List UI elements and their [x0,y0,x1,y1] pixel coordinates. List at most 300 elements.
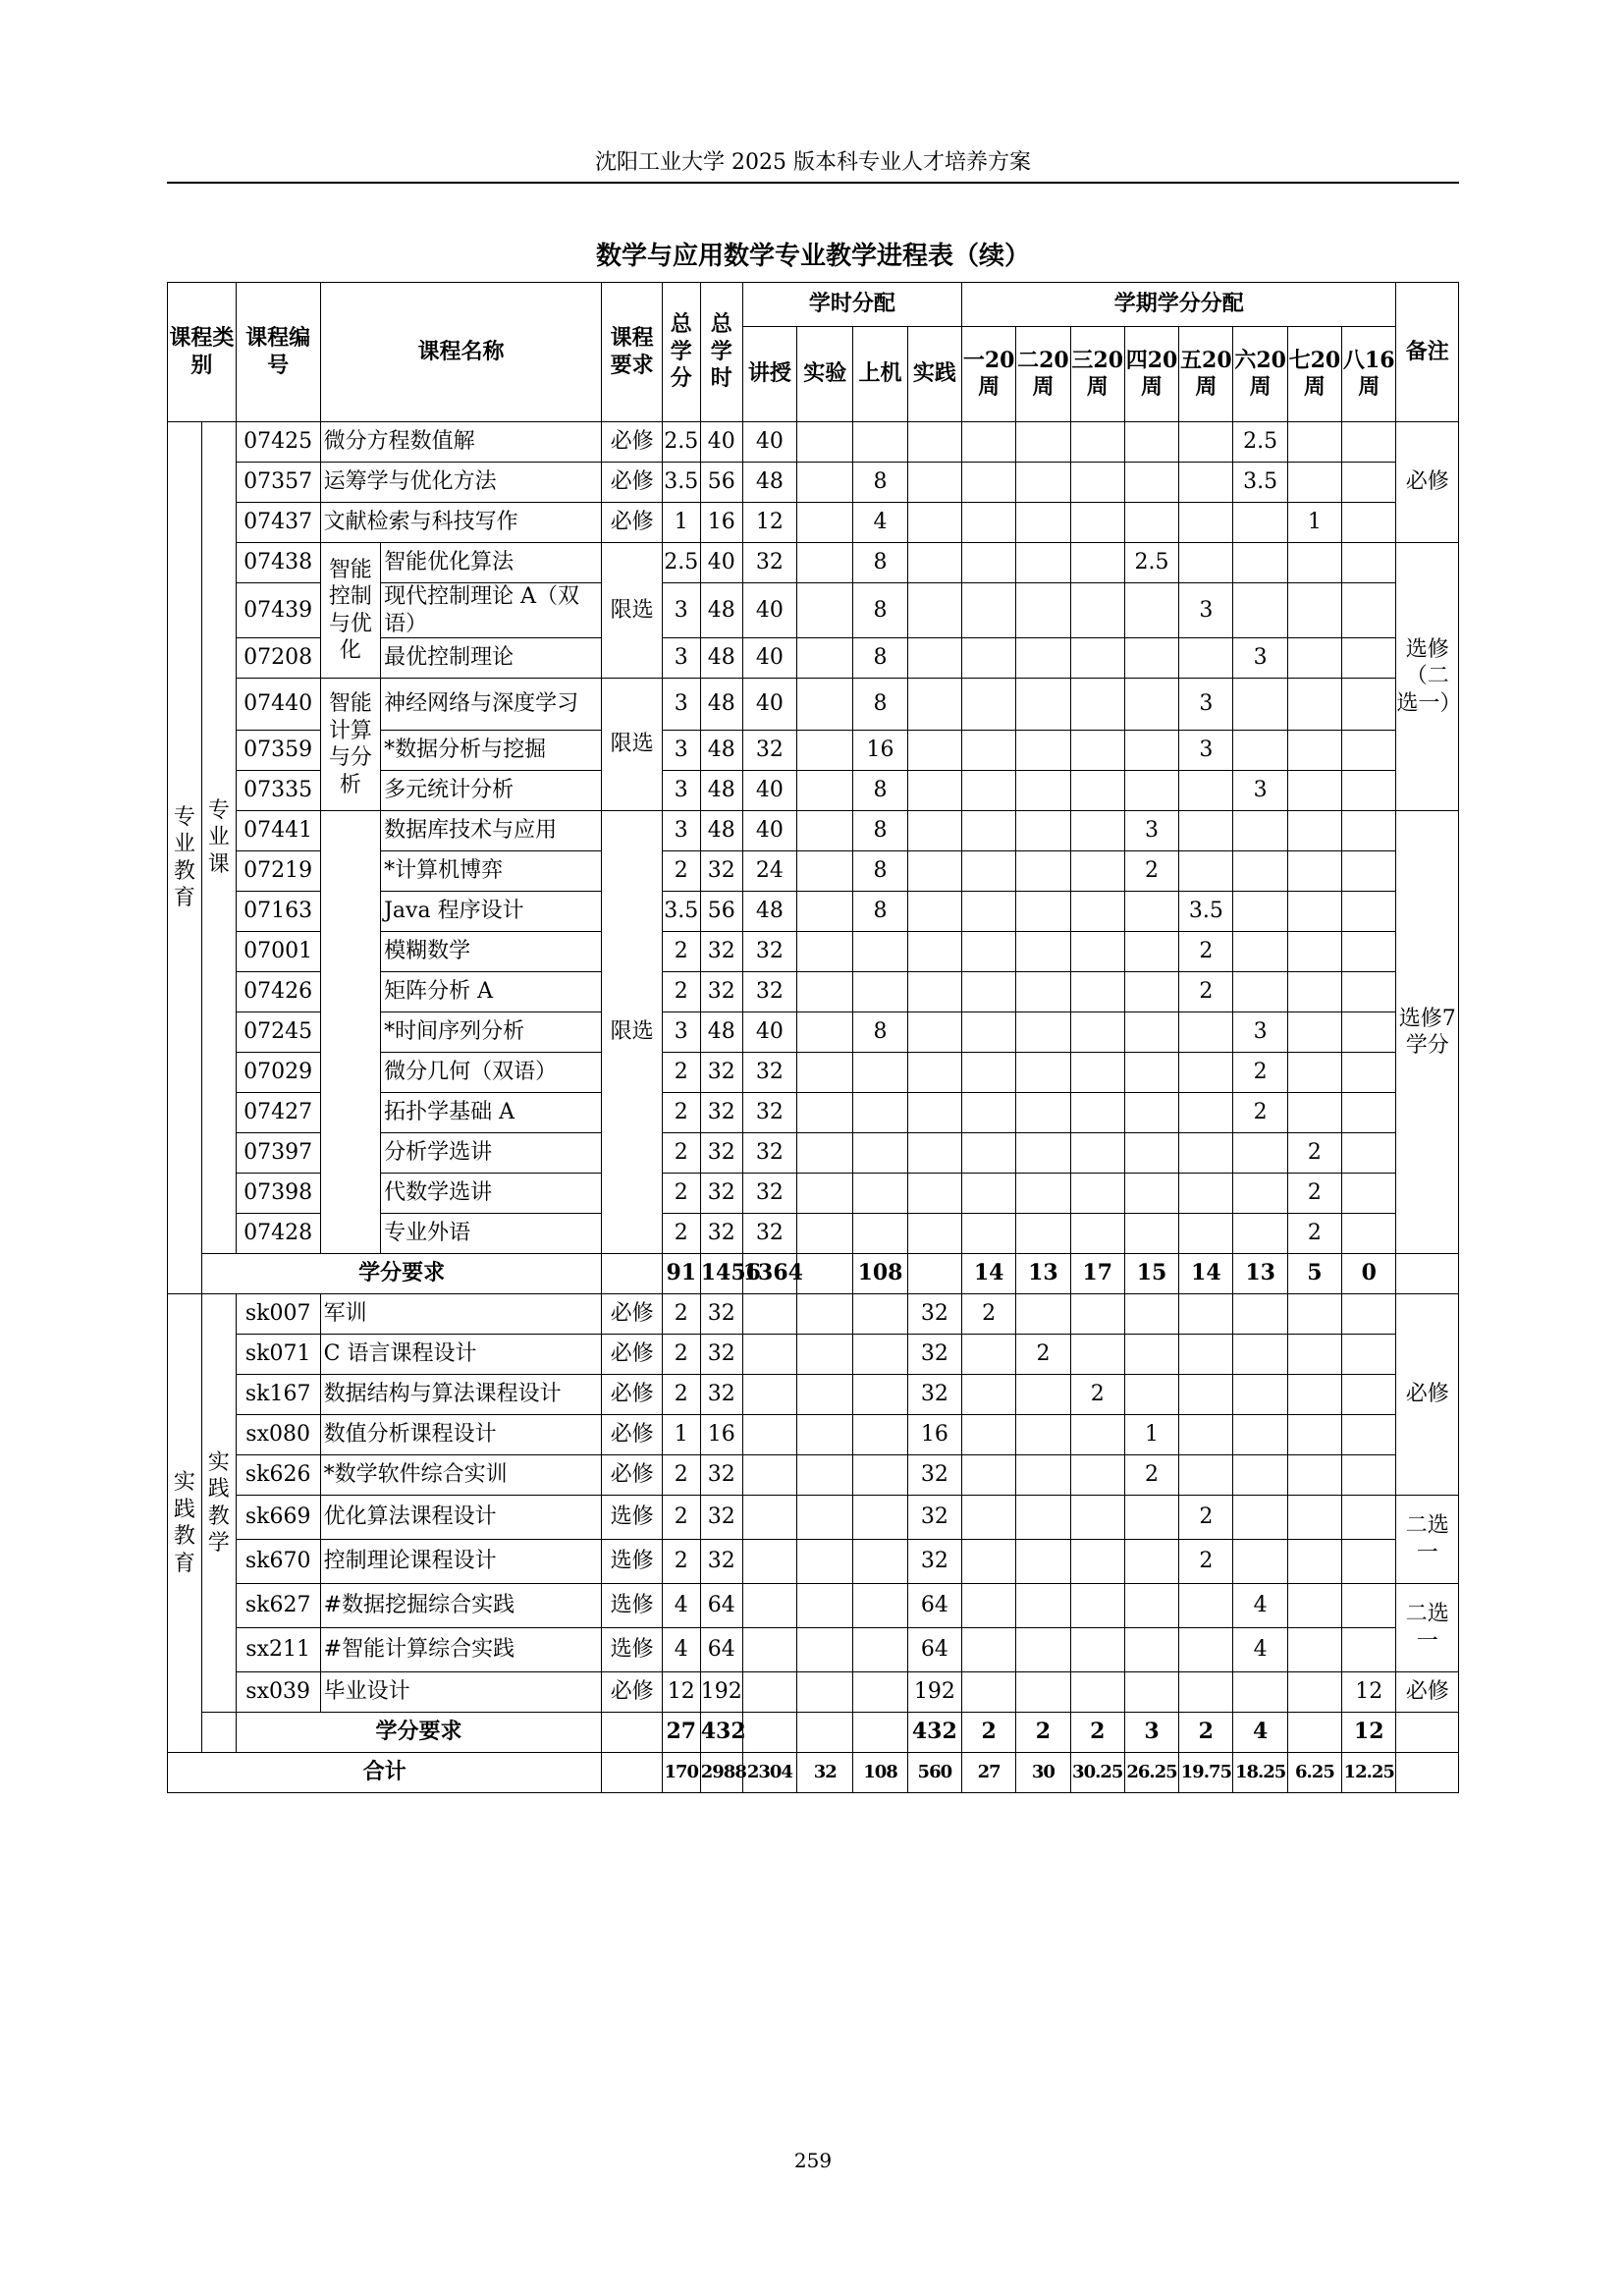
cell-sem-7 [1287,892,1341,932]
table-row [168,1584,1459,1628]
cell-sem-4 [1124,1540,1178,1584]
cell-comp: 8 [853,892,907,932]
cell-prac [907,463,961,503]
cell-sem-5 [1179,1133,1233,1174]
cell-comp [853,932,907,972]
col-code: 课程编号 [236,283,320,422]
cell-lab [797,583,853,638]
cell-hours: 40 [700,543,742,583]
cell-prac [907,679,961,731]
cell-hours: 48 [700,731,742,771]
col-sem-2: 二20周 [1016,327,1070,422]
cell-sem-1 [962,543,1016,583]
cell-sem-4: 2 [1124,1455,1178,1496]
cell-hours: 32 [700,1496,742,1540]
total-row [168,1753,1459,1793]
cell-sem-1 [962,583,1016,638]
course-code: 07029 [236,1053,320,1093]
cell-credit: 3 [662,811,700,851]
cell-sem-1: 27 [962,1753,1016,1793]
course-name: 模糊数学 [381,932,602,972]
course-req: 选修 [602,1540,662,1584]
table-row [168,811,1459,851]
cell-sem-6 [1233,543,1287,583]
course-name: 智能优化算法 [381,543,602,583]
cell-sem-8: 0 [1342,1254,1396,1294]
table-title: 数学与应用数学专业教学进程表（续） [595,242,1030,271]
subtotal-label: 学分要求 [201,1254,602,1294]
cell-lec: 32 [742,972,796,1012]
cell-lec [742,1584,796,1628]
cell-lab [797,422,853,463]
cell-sem-2 [1016,892,1070,932]
cell-prac [907,1053,961,1093]
cell-prac: 432 [907,1713,961,1753]
cell-lec: 40 [742,771,796,811]
cell-sem-8 [1342,543,1396,583]
course-req: 必修 [602,1455,662,1496]
cell-sem-1: 2 [962,1713,1016,1753]
cell-sem-5 [1179,1012,1233,1053]
note-cell: 必修 [1396,1672,1459,1713]
cell-prac: 560 [907,1753,961,1793]
cell-sem-2 [1016,1455,1070,1496]
cell-prac [907,972,961,1012]
cell-prac [907,583,961,638]
cell-hours: 56 [700,892,742,932]
course-name: 拓扑学基础 A [381,1093,602,1133]
cell-sem-5: 3 [1179,731,1233,771]
cell-sem-5 [1179,1672,1233,1713]
cell-hours: 48 [700,811,742,851]
cell-hours: 32 [700,1174,742,1214]
col-sem-1: 一20周 [962,327,1016,422]
cell-comp: 16 [853,731,907,771]
cell-comp [853,1628,907,1672]
course-name: 微分几何（双语） [381,1053,602,1093]
cell-sem-5 [1179,1053,1233,1093]
course-req: 限选 [602,811,662,1254]
course-name: 现代控制理论 A（双语） [381,583,602,638]
cell-sem-7: 2 [1287,1133,1341,1174]
cell-hours: 32 [700,1053,742,1093]
cell-sem-2 [1016,1214,1070,1254]
cell-lec: 2304 [742,1753,796,1793]
course-name: 矩阵分析 A [381,972,602,1012]
cell-sem-3 [1070,679,1124,731]
cell-sem-1 [962,1093,1016,1133]
cell-sem-6: 13 [1233,1254,1287,1294]
cell-sem-1 [962,1455,1016,1496]
cell-sem-4 [1124,932,1178,972]
cell-sem-7 [1287,1496,1341,1540]
cell-comp [853,1672,907,1713]
cell-sem-7 [1287,1713,1341,1753]
subcategory-label: 实践教学 [201,1294,236,1713]
cell-comp [853,1496,907,1540]
cell-lab [797,1093,853,1133]
course-code: 07398 [236,1174,320,1214]
col-sem-5: 五20周 [1179,327,1233,422]
table-row [168,1455,1459,1496]
course-name: 多元统计分析 [381,771,602,811]
course-code: 07425 [236,422,320,463]
cell-sem-2: 2 [1016,1335,1070,1375]
cell-prac [907,543,961,583]
cell-hours: 16 [700,1415,742,1455]
cell-sem-6 [1233,811,1287,851]
col-category: 课程类别 [168,283,237,422]
course-code: sk627 [236,1584,320,1628]
cell-sem-2 [1016,1584,1070,1628]
cell-sem-5: 3.5 [1179,892,1233,932]
subtotal-row [168,1254,1459,1294]
cell-sem-6 [1233,1415,1287,1455]
cell-sem-3 [1070,1294,1124,1335]
course-name: #智能计算综合实践 [320,1628,602,1672]
cell-sem-2 [1016,972,1070,1012]
cell-comp [853,1455,907,1496]
cell-hours: 48 [700,638,742,679]
cell-sem-1 [962,463,1016,503]
cell-sem-3 [1070,463,1124,503]
cell-sem-8 [1342,679,1396,731]
cell-lab [797,851,853,892]
course-code: sx080 [236,1415,320,1455]
cell-sem-3 [1070,972,1124,1012]
cell-lab [797,1672,853,1713]
cell-sem-3 [1070,851,1124,892]
course-code: sk669 [236,1496,320,1540]
cell-sem-1 [962,1053,1016,1093]
course-req: 选修 [602,1584,662,1628]
cell-lec [742,1540,796,1584]
cell-hours: 432 [700,1713,742,1753]
cell-prac [907,1093,961,1133]
cell-sem-5 [1179,1375,1233,1415]
course-name: 微分方程数值解 [320,422,602,463]
cell-sem-1 [962,932,1016,972]
cell-comp: 8 [853,1012,907,1053]
cell-sem-8 [1342,1375,1396,1415]
cell-req [602,1713,662,1753]
cell-sem-3 [1070,1174,1124,1214]
course-name: #数据挖掘综合实践 [320,1584,602,1628]
cell-lec: 40 [742,1012,796,1053]
cell-sem-3 [1070,771,1124,811]
col-sem-4: 四20周 [1124,327,1178,422]
cell-prac: 32 [907,1496,961,1540]
cell-hours: 1456 [700,1254,742,1294]
cell-sem-4 [1124,1174,1178,1214]
cell-sem-6 [1233,892,1287,932]
cell-lab [797,1713,853,1753]
cell-comp: 8 [853,811,907,851]
cell-comp: 108 [853,1753,907,1793]
note-cell: 二选一 [1396,1584,1459,1672]
cell-hours: 48 [700,679,742,731]
cell-lab [797,1628,853,1672]
cell-comp [853,1540,907,1584]
course-name: 神经网络与深度学习 [381,679,602,731]
cell-sem-3 [1070,1415,1124,1455]
cell-sem-5: 2 [1179,932,1233,972]
cell-sem-3 [1070,1496,1124,1540]
course-code: 07428 [236,1214,320,1254]
cell-lec [742,1672,796,1713]
cell-hours: 32 [700,1133,742,1174]
cell-sem-5: 2 [1179,1496,1233,1540]
cell-prac [907,503,961,543]
course-name: 控制理论课程设计 [320,1540,602,1584]
cell-sem-1 [962,503,1016,543]
subtotal-row [168,1713,1459,1753]
cell-lab [797,638,853,679]
cell-prac: 192 [907,1672,961,1713]
cell-sem-5 [1179,422,1233,463]
cell-prac: 16 [907,1415,961,1455]
cell-comp: 8 [853,851,907,892]
table-row [168,1540,1459,1584]
cell-sem-3 [1070,1335,1124,1375]
table-row [168,1294,1459,1335]
cell-prac: 32 [907,1375,961,1415]
cell-lec: 40 [742,811,796,851]
course-name: *数学软件综合实训 [320,1455,602,1496]
course-req: 限选 [602,543,662,679]
cell-hours: 32 [700,1294,742,1335]
cell-sem-8 [1342,1540,1396,1584]
cell-sem-1 [962,638,1016,679]
cell-lec: 1364 [742,1254,796,1294]
cell-sem-1 [962,1335,1016,1375]
cell-comp [853,1133,907,1174]
cell-sem-5 [1179,1294,1233,1335]
cell-sem-1 [962,851,1016,892]
course-req: 必修 [602,1335,662,1375]
course-code: 07219 [236,851,320,892]
cell-sem-8 [1342,892,1396,932]
cell-sem-5 [1179,1455,1233,1496]
cell-hours: 32 [700,972,742,1012]
cell-credit: 2.5 [662,543,700,583]
total-label: 合计 [168,1753,602,1793]
cell-sem-1: 2 [962,1294,1016,1335]
cell-sem-8 [1342,1335,1396,1375]
cell-sem-8 [1342,932,1396,972]
course-name: 数值分析课程设计 [320,1415,602,1455]
cell-lab [797,1012,853,1053]
course-name: 运筹学与优化方法 [320,463,602,503]
cell-sem-1 [962,1496,1016,1540]
table-row [168,1375,1459,1415]
table-row [168,1335,1459,1375]
cell-sem-5 [1179,1628,1233,1672]
table-row [168,503,1459,543]
cell-sem-2 [1016,422,1070,463]
cell-credit: 2 [662,1294,700,1335]
cell-lec [742,1375,796,1415]
cell-credit: 3 [662,731,700,771]
cell-sem-7: 1 [1287,503,1341,543]
cell-sem-6 [1233,1540,1287,1584]
cell-prac: 32 [907,1540,961,1584]
cell-prac: 32 [907,1455,961,1496]
cell-comp: 8 [853,543,907,583]
cell-credit: 2 [662,1335,700,1375]
cell-sem-7 [1287,1335,1341,1375]
cell-sem-6 [1233,972,1287,1012]
cell-sem-6: 2 [1233,1093,1287,1133]
cell-lab [797,1415,853,1455]
cell-prac [907,1174,961,1214]
cell-sem-4 [1124,1133,1178,1174]
cell-sem-4: 1 [1124,1415,1178,1455]
course-name: *计算机博弈 [381,851,602,892]
cell-sem-8 [1342,1174,1396,1214]
col-sem-8: 八16周 [1342,327,1396,422]
cell-sem-7: 2 [1287,1214,1341,1254]
cell-sem-3 [1070,1455,1124,1496]
cell-sem-4: 15 [1124,1254,1178,1294]
cell-lab: 32 [797,1753,853,1793]
cell-comp: 8 [853,463,907,503]
cell-sem-1 [962,1375,1016,1415]
cell-credit: 3.5 [662,892,700,932]
cell-sem-7 [1287,583,1341,638]
cell-sem-4 [1124,679,1178,731]
cell-comp [853,1093,907,1133]
page-number: 259 [793,2149,833,2172]
cell-sem-8 [1342,1012,1396,1053]
cell-sem-4 [1124,422,1178,463]
cell-hours: 32 [700,851,742,892]
cell-lab [797,932,853,972]
cell-sem-7: 2 [1287,1174,1341,1214]
cell-lab [797,1584,853,1628]
cell-comp [853,972,907,1012]
cell-lab [797,1254,853,1294]
cell-sem-2 [1016,1540,1070,1584]
cell-hours: 32 [700,1093,742,1133]
cell-hours: 64 [700,1584,742,1628]
cell-lab [797,1335,853,1375]
cell-sem-6 [1233,1496,1287,1540]
cell-sem-7 [1287,851,1341,892]
course-code: sx039 [236,1672,320,1713]
cell-sem-7 [1287,463,1341,503]
cell-sem-2 [1016,463,1070,503]
cell-sem-8 [1342,731,1396,771]
cell-lec: 40 [742,422,796,463]
running-header: 沈阳工业大学 2025 版本科专业人才培养方案 [595,150,1031,175]
cell-sem-3 [1070,583,1124,638]
col-hours: 总学时 [700,283,742,422]
cell-sem-8 [1342,851,1396,892]
cell-sem-3 [1070,1093,1124,1133]
cell-sem-5 [1179,851,1233,892]
cell-credit: 2 [662,1455,700,1496]
cell-lec [742,1294,796,1335]
cell-lec [742,1496,796,1540]
cell-hours: 32 [700,1335,742,1375]
cell-sem-8 [1342,422,1396,463]
cell-credit: 27 [662,1713,700,1753]
cell-hours: 64 [700,1628,742,1672]
cell-hours: 2988 [700,1753,742,1793]
cell-sem-7 [1287,1584,1341,1628]
cell-comp: 8 [853,679,907,731]
cell-credit: 4 [662,1584,700,1628]
cell-sem-3 [1070,1540,1124,1584]
course-name: 文献检索与科技写作 [320,503,602,543]
table-row [168,422,1459,463]
cell-sem-1 [962,1584,1016,1628]
cell-sem-2 [1016,638,1070,679]
cell-sem-3: 2 [1070,1375,1124,1415]
cell-comp: 8 [853,583,907,638]
cell-sem-5 [1179,771,1233,811]
note-cell [1396,1753,1459,1793]
cell-sem-7 [1287,422,1341,463]
cell-sem-6 [1233,1214,1287,1254]
cell-sem-7 [1287,932,1341,972]
cell-sem-3 [1070,1133,1124,1174]
cell-sem-6 [1233,1174,1287,1214]
cell-lab [797,1455,853,1496]
cell-sem-8 [1342,771,1396,811]
cell-credit: 2.5 [662,422,700,463]
cell-sem-7 [1287,1672,1341,1713]
cell-sem-4 [1124,1628,1178,1672]
cell-lec [742,1628,796,1672]
course-name: *数据分析与挖掘 [381,731,602,771]
cell-prac [907,811,961,851]
cell-credit: 3 [662,638,700,679]
cell-sem-4 [1124,503,1178,543]
cell-lec [742,1713,796,1753]
cell-lab [797,972,853,1012]
cell-sem-1 [962,731,1016,771]
cell-sem-5 [1179,543,1233,583]
cell-sem-8 [1342,811,1396,851]
cell-sem-7: 6.25 [1287,1753,1341,1793]
cell-credit: 2 [662,1174,700,1214]
note-cell: 选修（二选一） [1396,543,1459,811]
cell-sem-8 [1342,463,1396,503]
cell-sem-5: 14 [1179,1254,1233,1294]
cell-sem-3 [1070,503,1124,543]
cell-sem-5: 2 [1179,972,1233,1012]
cell-sem-2 [1016,1496,1070,1540]
course-name: C 语言课程设计 [320,1335,602,1375]
cell-prac: 32 [907,1335,961,1375]
cell-credit: 2 [662,851,700,892]
cell-credit: 2 [662,1375,700,1415]
cell-lec: 40 [742,679,796,731]
cell-sem-1 [962,1214,1016,1254]
note-cell: 必修 [1396,1294,1459,1496]
course-name: 分析学选讲 [381,1133,602,1174]
cell-prac [907,932,961,972]
cell-lab [797,811,853,851]
cell-lec: 32 [742,1133,796,1174]
cell-sem-2 [1016,731,1070,771]
cell-sem-3 [1070,892,1124,932]
cell-sem-3 [1070,422,1124,463]
cell-lec: 48 [742,463,796,503]
cell-sem-5 [1179,638,1233,679]
